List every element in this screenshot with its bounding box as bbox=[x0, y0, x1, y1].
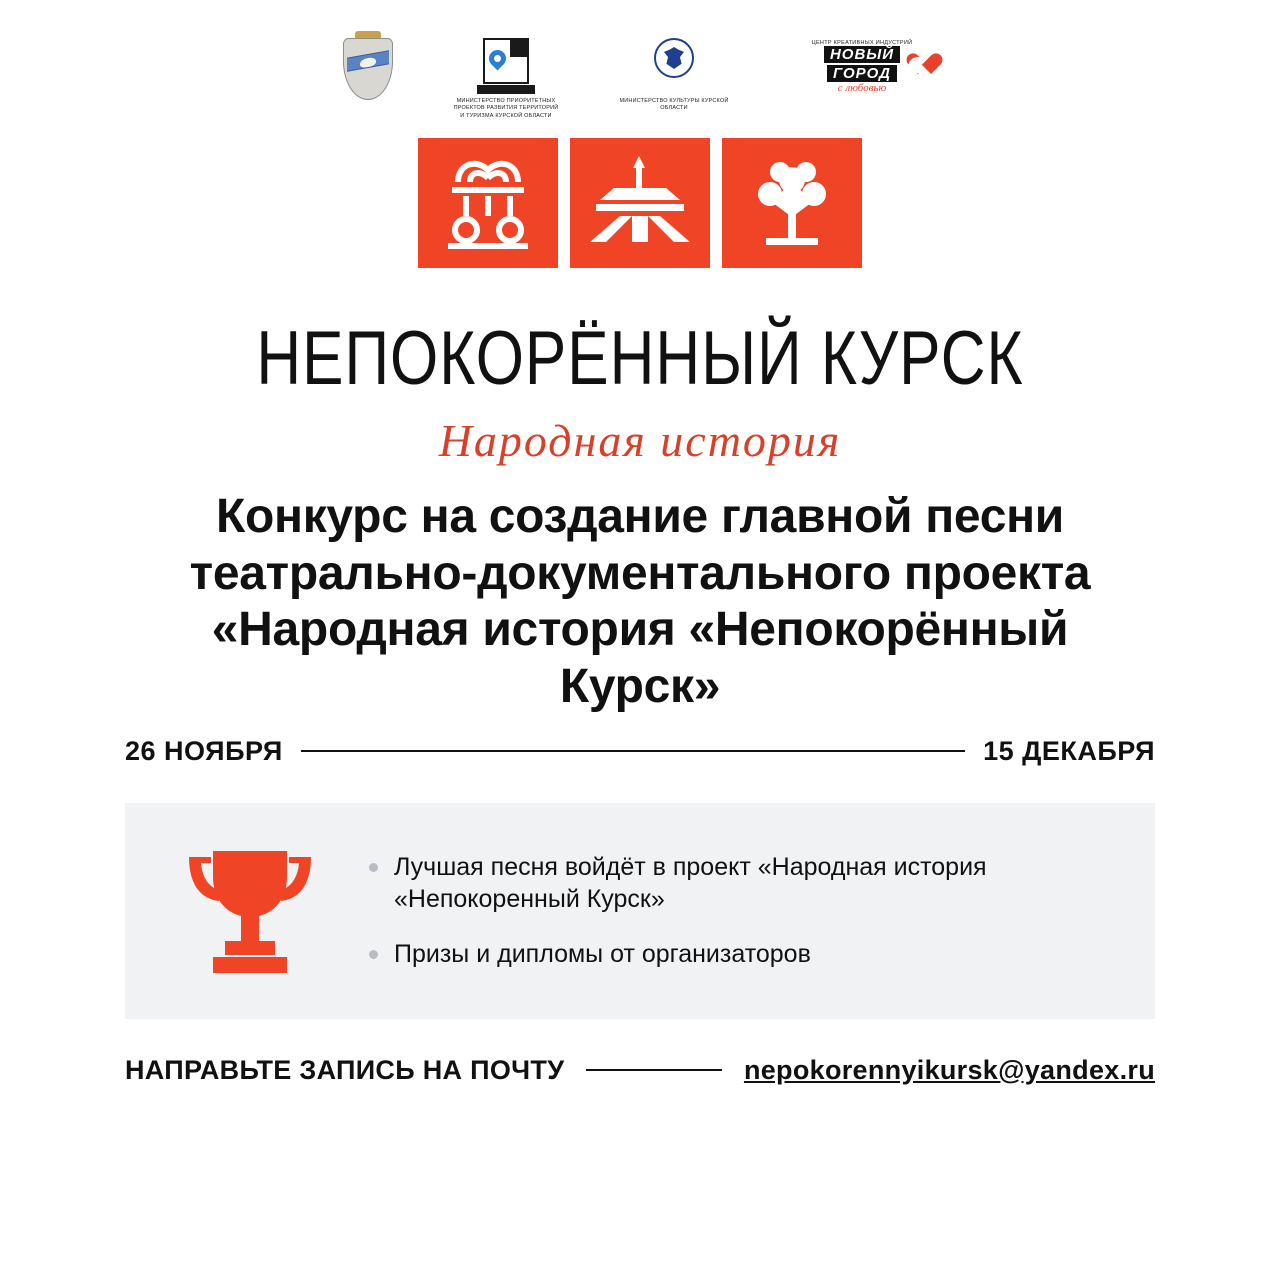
emblem-tile-bridge bbox=[570, 138, 710, 268]
logo-novy-gorod bbox=[787, 38, 937, 100]
footer-divider bbox=[586, 1069, 722, 1071]
bullet-text: Призы и дипломы от организаторов bbox=[394, 939, 811, 968]
project-subtitle-script: Народная история bbox=[438, 415, 842, 466]
footer-row bbox=[125, 1055, 1155, 1086]
contact-email[interactable]: nepokorennyikursk@yandex.ru bbox=[743, 1054, 1155, 1085]
dates-row bbox=[125, 736, 1155, 767]
emblem-tile-fountain bbox=[418, 138, 558, 268]
novy-gorod-word2: ГОРОД bbox=[827, 65, 897, 82]
fountain-emblem-icon bbox=[418, 138, 558, 268]
list-item bbox=[369, 938, 1115, 971]
date-start: 26 НОЯБРЯ bbox=[125, 735, 283, 766]
coat-of-arms-icon bbox=[343, 38, 393, 100]
bridge-emblem-icon bbox=[570, 138, 710, 268]
heart-icon bbox=[905, 52, 931, 76]
project-title: НЕПОКОРЁННЫЙ КУРСК bbox=[256, 317, 1024, 402]
logo-ministry-of-priority-projects bbox=[451, 38, 561, 120]
tree-emblem-icon bbox=[722, 138, 862, 268]
dates-divider bbox=[301, 750, 965, 752]
date-end: 15 ДЕКАБРЯ bbox=[983, 735, 1155, 766]
novy-gorod-word1: НОВЫЙ bbox=[824, 46, 900, 63]
logo-caption-2: МИНИСТЕРСТВО КУЛЬТУРЫ КУРСКОЙ ОБЛАСТИ bbox=[619, 98, 729, 112]
list-item bbox=[369, 851, 1115, 916]
trophy-icon-svg bbox=[175, 841, 325, 981]
novy-gorod-icon bbox=[787, 38, 937, 100]
trophy-icon bbox=[165, 841, 335, 981]
info-panel bbox=[125, 803, 1155, 1019]
priority-projects-icon bbox=[477, 38, 535, 94]
logo-kursk-region-coat-of-arms bbox=[343, 38, 393, 104]
logo-ministry-of-culture bbox=[619, 38, 729, 113]
headline: Конкурс на создание главной песни театрально-документального проекта «Народная история «Непокорённый Курск» bbox=[189, 490, 1091, 713]
emblem-tiles bbox=[0, 138, 1280, 268]
panel-bullets bbox=[369, 851, 1115, 971]
footer-label: НАПРАВЬТЕ ЗАПИСЬ НА ПОЧТУ bbox=[125, 1054, 565, 1085]
emblem-tile-tree bbox=[722, 138, 862, 268]
double-eagle-icon bbox=[650, 38, 698, 94]
bullet-dot-icon bbox=[369, 863, 378, 872]
bullet-dot-icon bbox=[369, 950, 378, 959]
novy-gorod-top-caption: ЦЕНТР КРЕАТИВНЫХ ИНДУСТРИЙ bbox=[811, 40, 913, 46]
partner-logos-row bbox=[0, 0, 1280, 119]
logo-caption-1: МИНИСТЕРСТВО ПРИОРИТЕТНЫХ ПРОЕКТОВ РАЗВИТИЯ ТЕРРИТОРИЙ И ТУРИЗМА КУРСКОЙ ОБЛАСТИ bbox=[453, 98, 559, 119]
bullet-text: Лучшая песня войдёт в проект «Народная история «Непокоренный Курск» bbox=[394, 852, 987, 914]
novy-gorod-script: с любовью bbox=[837, 82, 887, 94]
